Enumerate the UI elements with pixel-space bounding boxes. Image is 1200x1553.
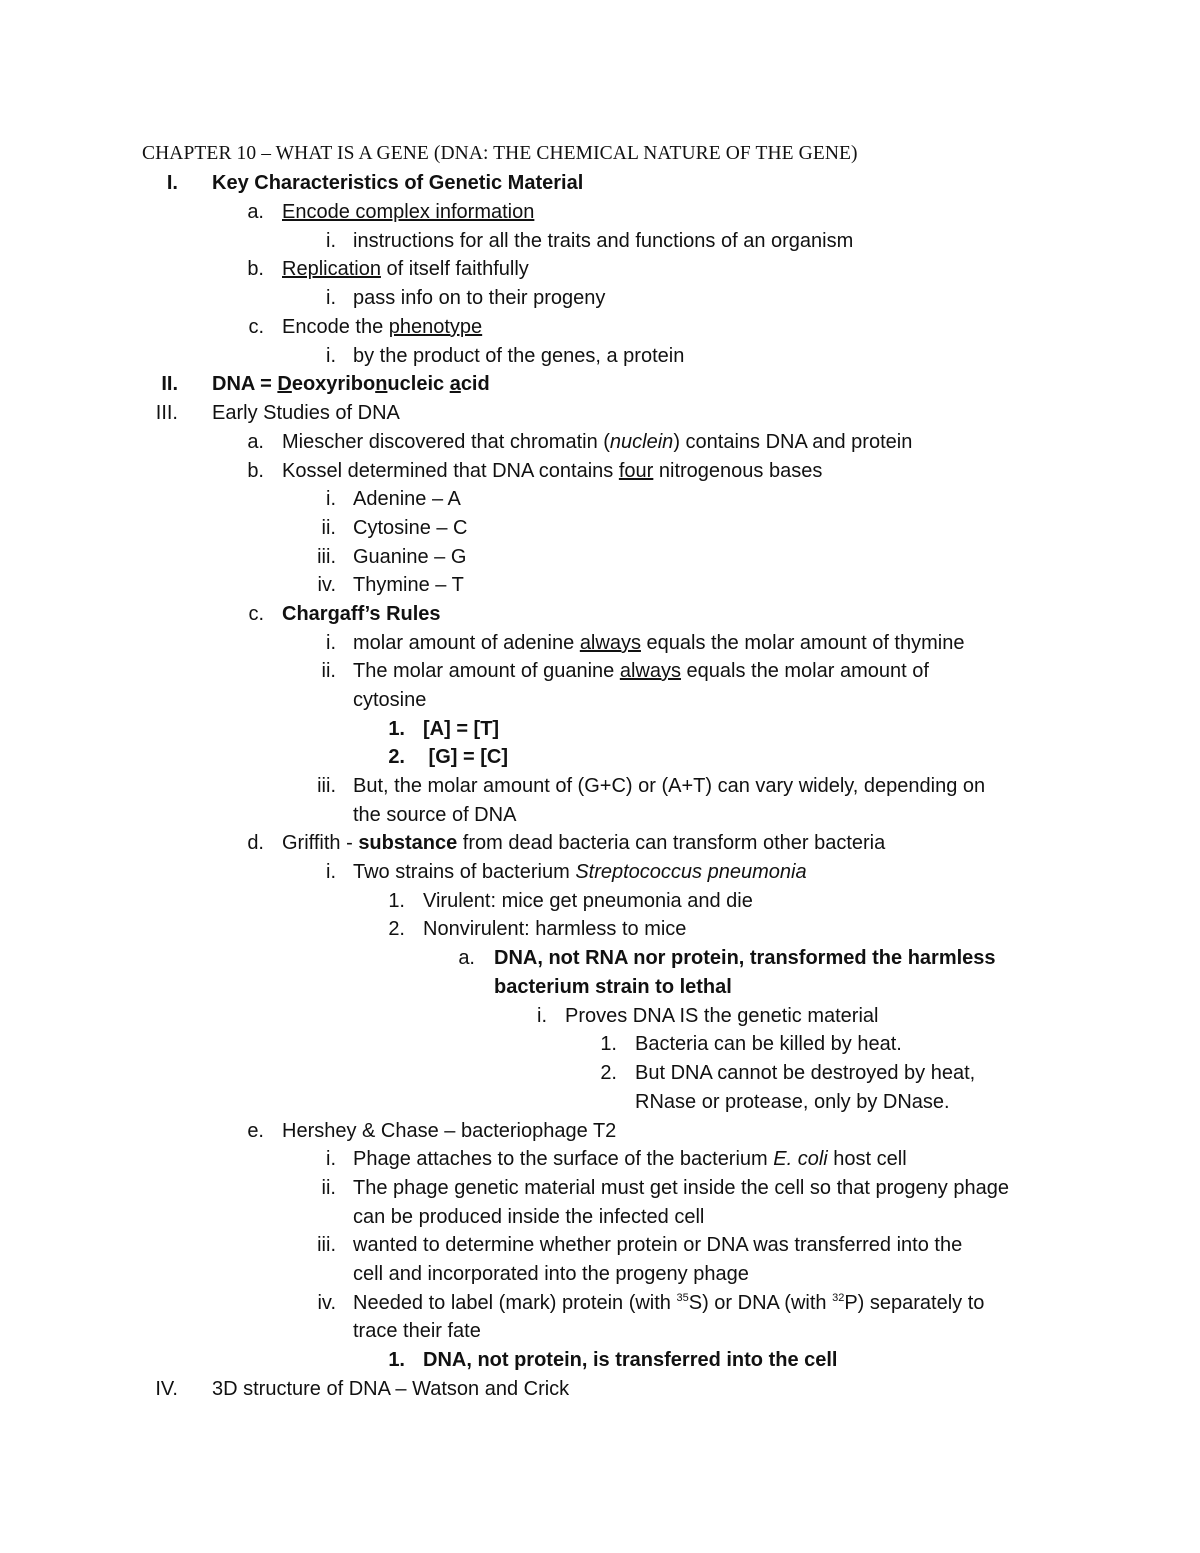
list-marker: i. bbox=[326, 230, 336, 252]
text-run: Two strains of bacterium bbox=[353, 861, 576, 883]
list-marker: b. bbox=[247, 460, 264, 482]
outline-text: [A] = [T] bbox=[423, 718, 500, 740]
outline-text: Encode complex information bbox=[282, 201, 535, 223]
outline-text: Chargaff’s Rules bbox=[282, 603, 441, 625]
list-marker: c. bbox=[248, 316, 264, 338]
outline-text: Proves DNA IS the genetic material bbox=[565, 1005, 879, 1027]
chapter-title: CHAPTER 10 – WHAT IS A GENE (DNA: THE CHEMICAL NATURE OF THE GENE) bbox=[142, 143, 858, 164]
list-marker: I. bbox=[166, 172, 178, 194]
outline-text: 3D structure of DNA – Watson and Crick bbox=[212, 1378, 570, 1400]
outline-text bbox=[353, 657, 929, 686]
outline-text: pass info on to their progeny bbox=[353, 287, 606, 309]
outline-text bbox=[353, 1289, 984, 1318]
list-marker: II. bbox=[161, 373, 178, 395]
text-run: The molar amount of guanine bbox=[353, 660, 620, 682]
outline-text: But DNA cannot be destroyed by heat, bbox=[635, 1062, 976, 1084]
underlined-term: always bbox=[619, 660, 681, 682]
text-run: of itself faithfully bbox=[380, 258, 529, 280]
outline-text: Nonvirulent: harmless to mice bbox=[423, 918, 687, 940]
underlined-term: Replication bbox=[282, 258, 381, 280]
bold-term: substance bbox=[358, 832, 458, 854]
outline-text: RNase or protease, only by DNase. bbox=[635, 1091, 950, 1113]
outline-text bbox=[282, 428, 912, 457]
outline-text: instructions for all the traits and functions of an organism bbox=[353, 230, 854, 252]
outline-text: Early Studies of DNA bbox=[212, 402, 400, 424]
outline-text bbox=[282, 457, 822, 486]
list-marker: IV. bbox=[155, 1378, 178, 1400]
list-marker: iii. bbox=[317, 775, 336, 797]
text-run: Needed to label (mark) protein (with bbox=[353, 1292, 677, 1314]
list-marker: 2. bbox=[600, 1062, 617, 1084]
italic-term: nuclein bbox=[609, 431, 674, 453]
list-marker: ii. bbox=[321, 1177, 336, 1199]
outline-text: Virulent: mice get pneumonia and die bbox=[423, 890, 753, 912]
list-marker: 2. bbox=[388, 746, 405, 768]
list-marker: ii. bbox=[321, 517, 336, 539]
outline-text: DNA, not protein, is transferred into the cell bbox=[423, 1349, 838, 1371]
list-marker: i. bbox=[326, 632, 336, 654]
text-run: ucleic bbox=[387, 373, 450, 395]
italic-term: Streptococcus pneumonia bbox=[575, 861, 807, 883]
outline-text: trace their fate bbox=[353, 1320, 481, 1342]
isotope-superscript: 35 bbox=[676, 1292, 689, 1304]
underlined-letter: n bbox=[375, 373, 388, 395]
outline-text: bacterium strain to lethal bbox=[494, 976, 732, 998]
list-marker: a. bbox=[247, 201, 264, 223]
list-marker: i. bbox=[326, 287, 336, 309]
outline-text bbox=[212, 370, 490, 399]
list-marker: 1. bbox=[388, 1349, 405, 1371]
outline-text: Thymine – T bbox=[353, 574, 464, 596]
outline-text bbox=[282, 255, 529, 284]
outline-text bbox=[282, 313, 482, 342]
text-run: host cell bbox=[827, 1148, 907, 1170]
outline-text: Hershey & Chase – bacteriophage T2 bbox=[282, 1120, 617, 1142]
text-run: cid bbox=[460, 373, 490, 395]
outline-text bbox=[353, 629, 964, 658]
list-marker: d. bbox=[247, 832, 264, 854]
list-marker: e. bbox=[247, 1120, 264, 1142]
text-run: S) or DNA (with bbox=[688, 1292, 833, 1314]
text-run: equals the molar amount of bbox=[680, 660, 929, 682]
outline-text: But, the molar amount of (G+C) or (A+T) can vary widely, depending on bbox=[353, 775, 986, 797]
outline-text bbox=[353, 858, 807, 887]
text-run: Kossel determined that DNA contains bbox=[282, 460, 619, 482]
list-marker: iv. bbox=[317, 574, 336, 596]
text-run: DNA = bbox=[212, 373, 278, 395]
list-marker: 1. bbox=[600, 1033, 617, 1055]
outline-text: Adenine – A bbox=[353, 488, 461, 510]
list-marker: i. bbox=[326, 345, 336, 367]
underlined-letter: D bbox=[277, 373, 292, 395]
list-marker: 1. bbox=[388, 718, 405, 740]
underlined-term: always bbox=[579, 632, 641, 654]
outline-text bbox=[353, 1145, 907, 1174]
text-run: nitrogenous bases bbox=[653, 460, 823, 482]
italic-term: E. coli bbox=[773, 1148, 828, 1170]
outline-text bbox=[282, 829, 885, 858]
list-marker: a. bbox=[458, 947, 475, 969]
list-marker: c. bbox=[248, 603, 264, 625]
outline-text: can be produced inside the infected cell bbox=[353, 1206, 705, 1228]
outline-text: cytosine bbox=[353, 689, 427, 711]
text-run: Griffith - bbox=[282, 832, 359, 854]
text-run: Miescher discovered that chromatin ( bbox=[282, 431, 610, 453]
outline-text: DNA, not RNA nor protein, transformed the harmless bbox=[494, 947, 996, 969]
text-run: ) contains DNA and protein bbox=[673, 431, 913, 453]
list-marker: i. bbox=[326, 488, 336, 510]
text-run: eoxyribo bbox=[291, 373, 376, 395]
underlined-letter: a bbox=[449, 373, 461, 395]
outline-text: the source of DNA bbox=[353, 804, 517, 826]
underlined-term: four bbox=[618, 460, 654, 482]
text-run: equals the molar amount of thymine bbox=[640, 632, 965, 654]
text-run: Phage attaches to the surface of the bacterium bbox=[353, 1148, 774, 1170]
list-marker: 2. bbox=[388, 918, 405, 940]
outline-text: Cytosine – C bbox=[353, 517, 468, 539]
outline-text: Guanine – G bbox=[353, 546, 467, 568]
outline-text: Bacteria can be killed by heat. bbox=[635, 1033, 902, 1055]
outline-text: by the product of the genes, a protein bbox=[353, 345, 685, 367]
list-marker: i. bbox=[537, 1005, 547, 1027]
outline-text: The phage genetic material must get inside the cell so that progeny phage bbox=[353, 1177, 1009, 1199]
outline-text: [G] = [C] bbox=[423, 746, 508, 768]
list-marker: i. bbox=[326, 861, 336, 883]
outline-text: cell and incorporated into the progeny phage bbox=[353, 1263, 749, 1285]
list-marker: i. bbox=[326, 1148, 336, 1170]
list-marker: iii. bbox=[317, 1234, 336, 1256]
text-run: molar amount of adenine bbox=[353, 632, 580, 654]
text-run: Encode the bbox=[282, 316, 389, 338]
list-marker: a. bbox=[247, 431, 264, 453]
list-marker: b. bbox=[247, 258, 264, 280]
list-marker: 1. bbox=[388, 890, 405, 912]
list-marker: ii. bbox=[321, 660, 336, 682]
list-marker: iii. bbox=[317, 546, 336, 568]
outline-text: wanted to determine whether protein or DNA was transferred into the bbox=[353, 1234, 963, 1256]
list-marker: iv. bbox=[317, 1292, 336, 1314]
underlined-term: phenotype bbox=[388, 316, 483, 338]
text-run: P) separately to bbox=[844, 1292, 985, 1314]
list-marker: III. bbox=[155, 402, 178, 424]
text-run: from dead bacteria can transform other bacteria bbox=[457, 832, 886, 854]
isotope-superscript: 32 bbox=[832, 1292, 845, 1304]
outline-text: Key Characteristics of Genetic Material bbox=[212, 172, 584, 194]
